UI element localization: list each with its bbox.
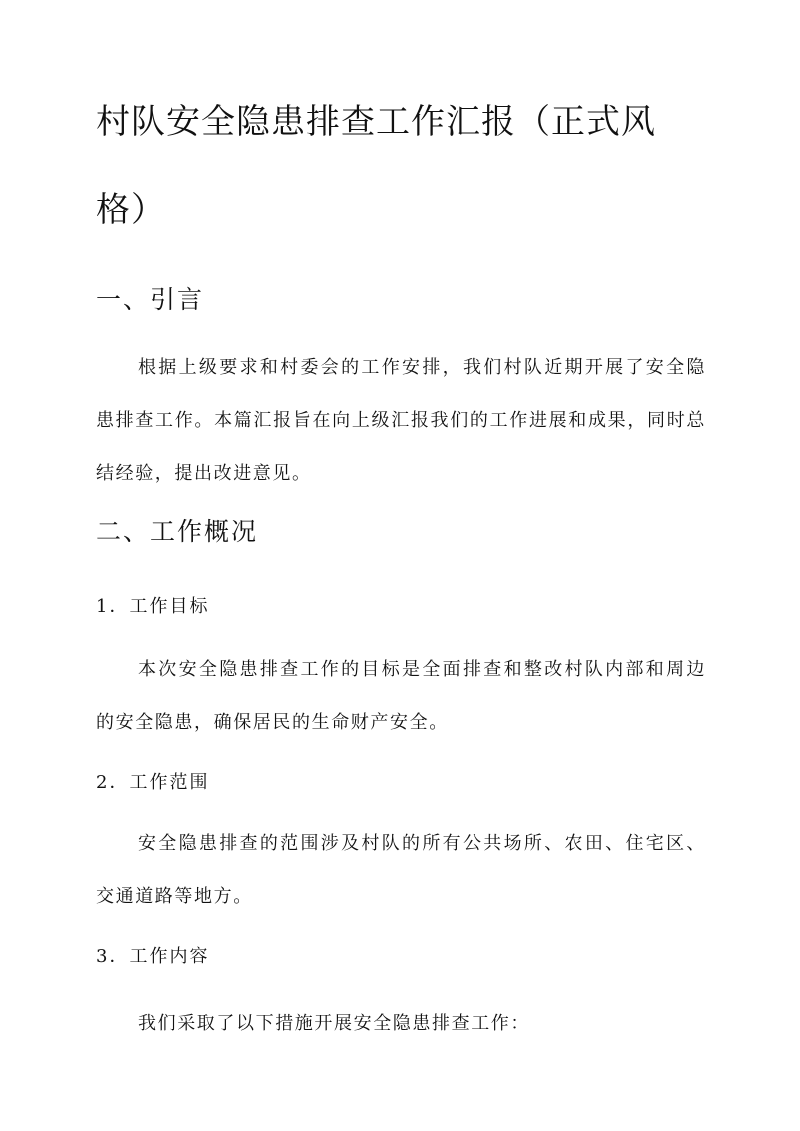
work-content-paragraph: 我们采取了以下措施开展安全隐患排查工作： [138, 1013, 530, 1034]
introduction-paragraph: 根据上级要求和村委会的工作安排，我们村队近期开展了安全隐患排查工作。本篇汇报旨在向上级汇报我们的工作进展和成果，同时总结经验，提出改进意见。 [96, 357, 706, 484]
subsection-heading-work-content: 3．工作内容 [96, 946, 210, 967]
subsection-heading-work-goal: 1．工作目标 [96, 596, 210, 617]
work-goal-paragraph: 本次安全隐患排查工作的目标是全面排查和整改村队内部和周边的安全隐患，确保居民的生命财产安全。 [96, 659, 706, 733]
subsection-heading-work-scope: 2．工作范围 [96, 772, 210, 793]
work-scope-paragraph: 安全隐患排查的范围涉及村队的所有公共场所、农田、住宅区、交通道路等地方。 [96, 833, 706, 907]
section-heading-introduction: 一、引言 [96, 285, 205, 314]
document-title: 村队安全隐患排查工作汇报（正式风格） [96, 102, 656, 230]
section-heading-work-overview: 二、工作概况 [96, 517, 259, 546]
